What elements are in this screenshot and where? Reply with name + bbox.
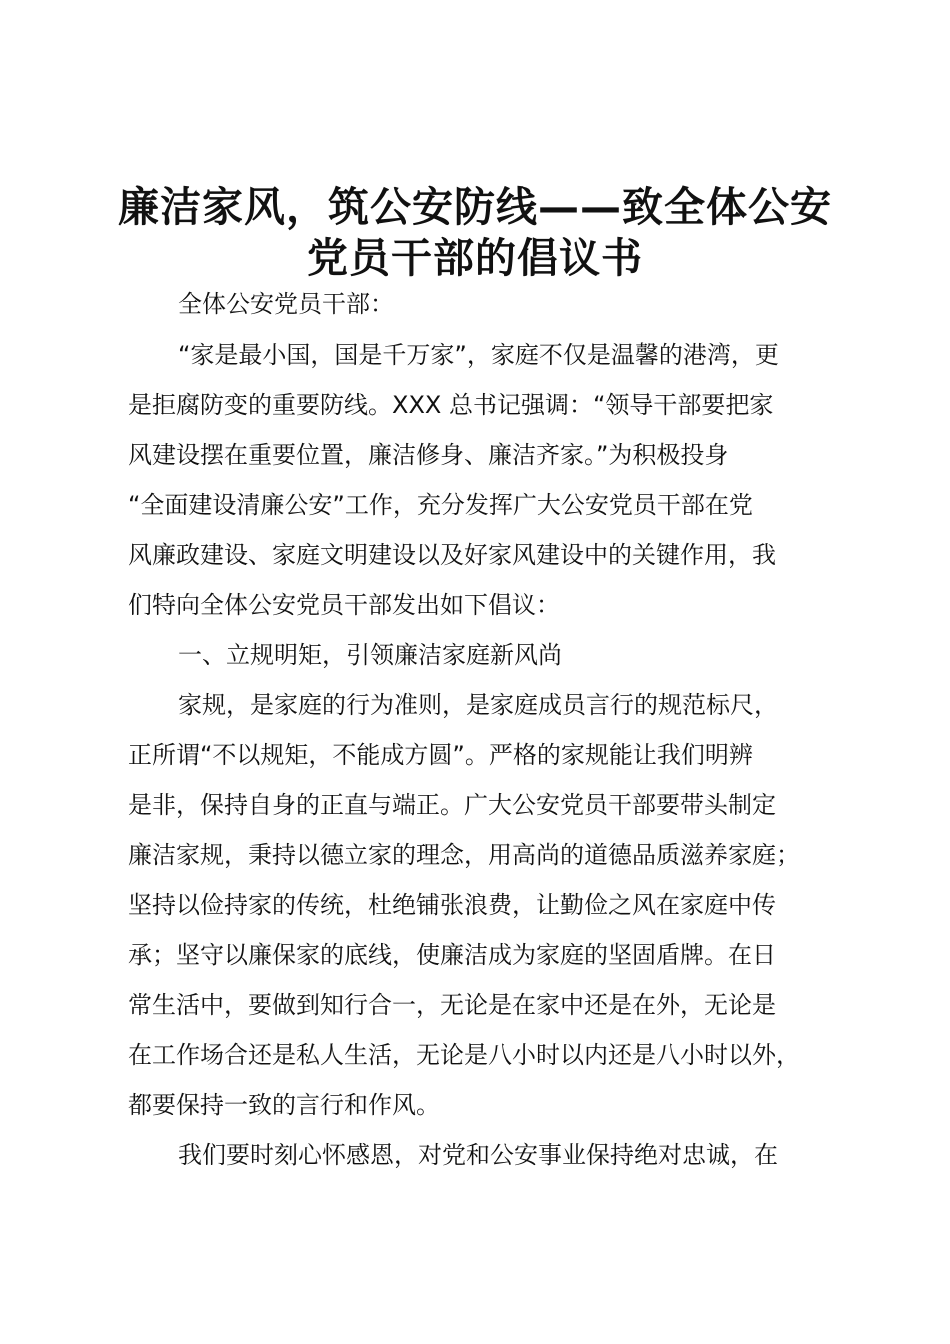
paragraph-1-line-1: “家是最小国，国是千万家”，家庭不仅是温馨的港湾，更 <box>178 341 779 369</box>
paragraph-2-line-9: 都要保持一致的言行和作风。 <box>128 1091 440 1119</box>
paragraph-3-line-1: 我们要时刻心怀感恩，对党和公安事业保持绝对忠诚，在 <box>178 1141 778 1169</box>
paragraph-2-line-6: 承；坚守以廉保家的底线，使廉洁成为家庭的坚固盾牌。在日 <box>128 941 776 969</box>
salutation: 全体公安党员干部： <box>178 290 394 318</box>
paragraph-2-line-8: 在工作场合还是私人生活，无论是八小时以内还是八小时以外， <box>128 1041 800 1069</box>
paragraph-2-line-2: 正所谓“不以规矩，不能成方圆”。严格的家规能让我们明辨 <box>128 741 753 769</box>
paragraph-2-line-3: 是非，保持自身的正直与端正。广大公安党员干部要带头制定 <box>128 791 776 819</box>
section-1-heading: 一、立规明矩，引领廉洁家庭新风尚 <box>178 641 562 669</box>
paragraph-1-line-4: “全面建设清廉公安”工作，充分发挥广大公安党员干部在党 <box>128 491 753 519</box>
paragraph-2-line-1: 家规，是家庭的行为准则，是家庭成员言行的规范标尺， <box>178 691 778 719</box>
document-title-line-2: 党员干部的倡议书 <box>307 234 643 282</box>
paragraph-1-line-2: 是拒腐防变的重要防线。XXX 总书记强调：“领导干部要把家 <box>128 391 774 419</box>
paragraph-1-line-3: 风建设摆在重要位置，廉洁修身、廉洁齐家。”为积极投身 <box>128 441 729 469</box>
paragraph-2-line-7: 常生活中，要做到知行合一，无论是在家中还是在外，无论是 <box>128 991 776 1019</box>
paragraph-2-line-4: 廉洁家规，秉持以德立家的理念，用高尚的道德品质滋养家庭； <box>128 841 800 869</box>
document-title-line-1: 廉洁家风，筑公安防线——致全体公安 <box>118 183 832 231</box>
paragraph-2-line-5: 坚持以俭持家的传统，杜绝铺张浪费，让勤俭之风在家庭中传 <box>128 891 776 919</box>
paragraph-1-line-5: 风廉政建设、家庭文明建设以及好家风建设中的关键作用，我 <box>128 541 776 569</box>
paragraph-1-line-6: 们特向全体公安党员干部发出如下倡议： <box>128 591 560 619</box>
